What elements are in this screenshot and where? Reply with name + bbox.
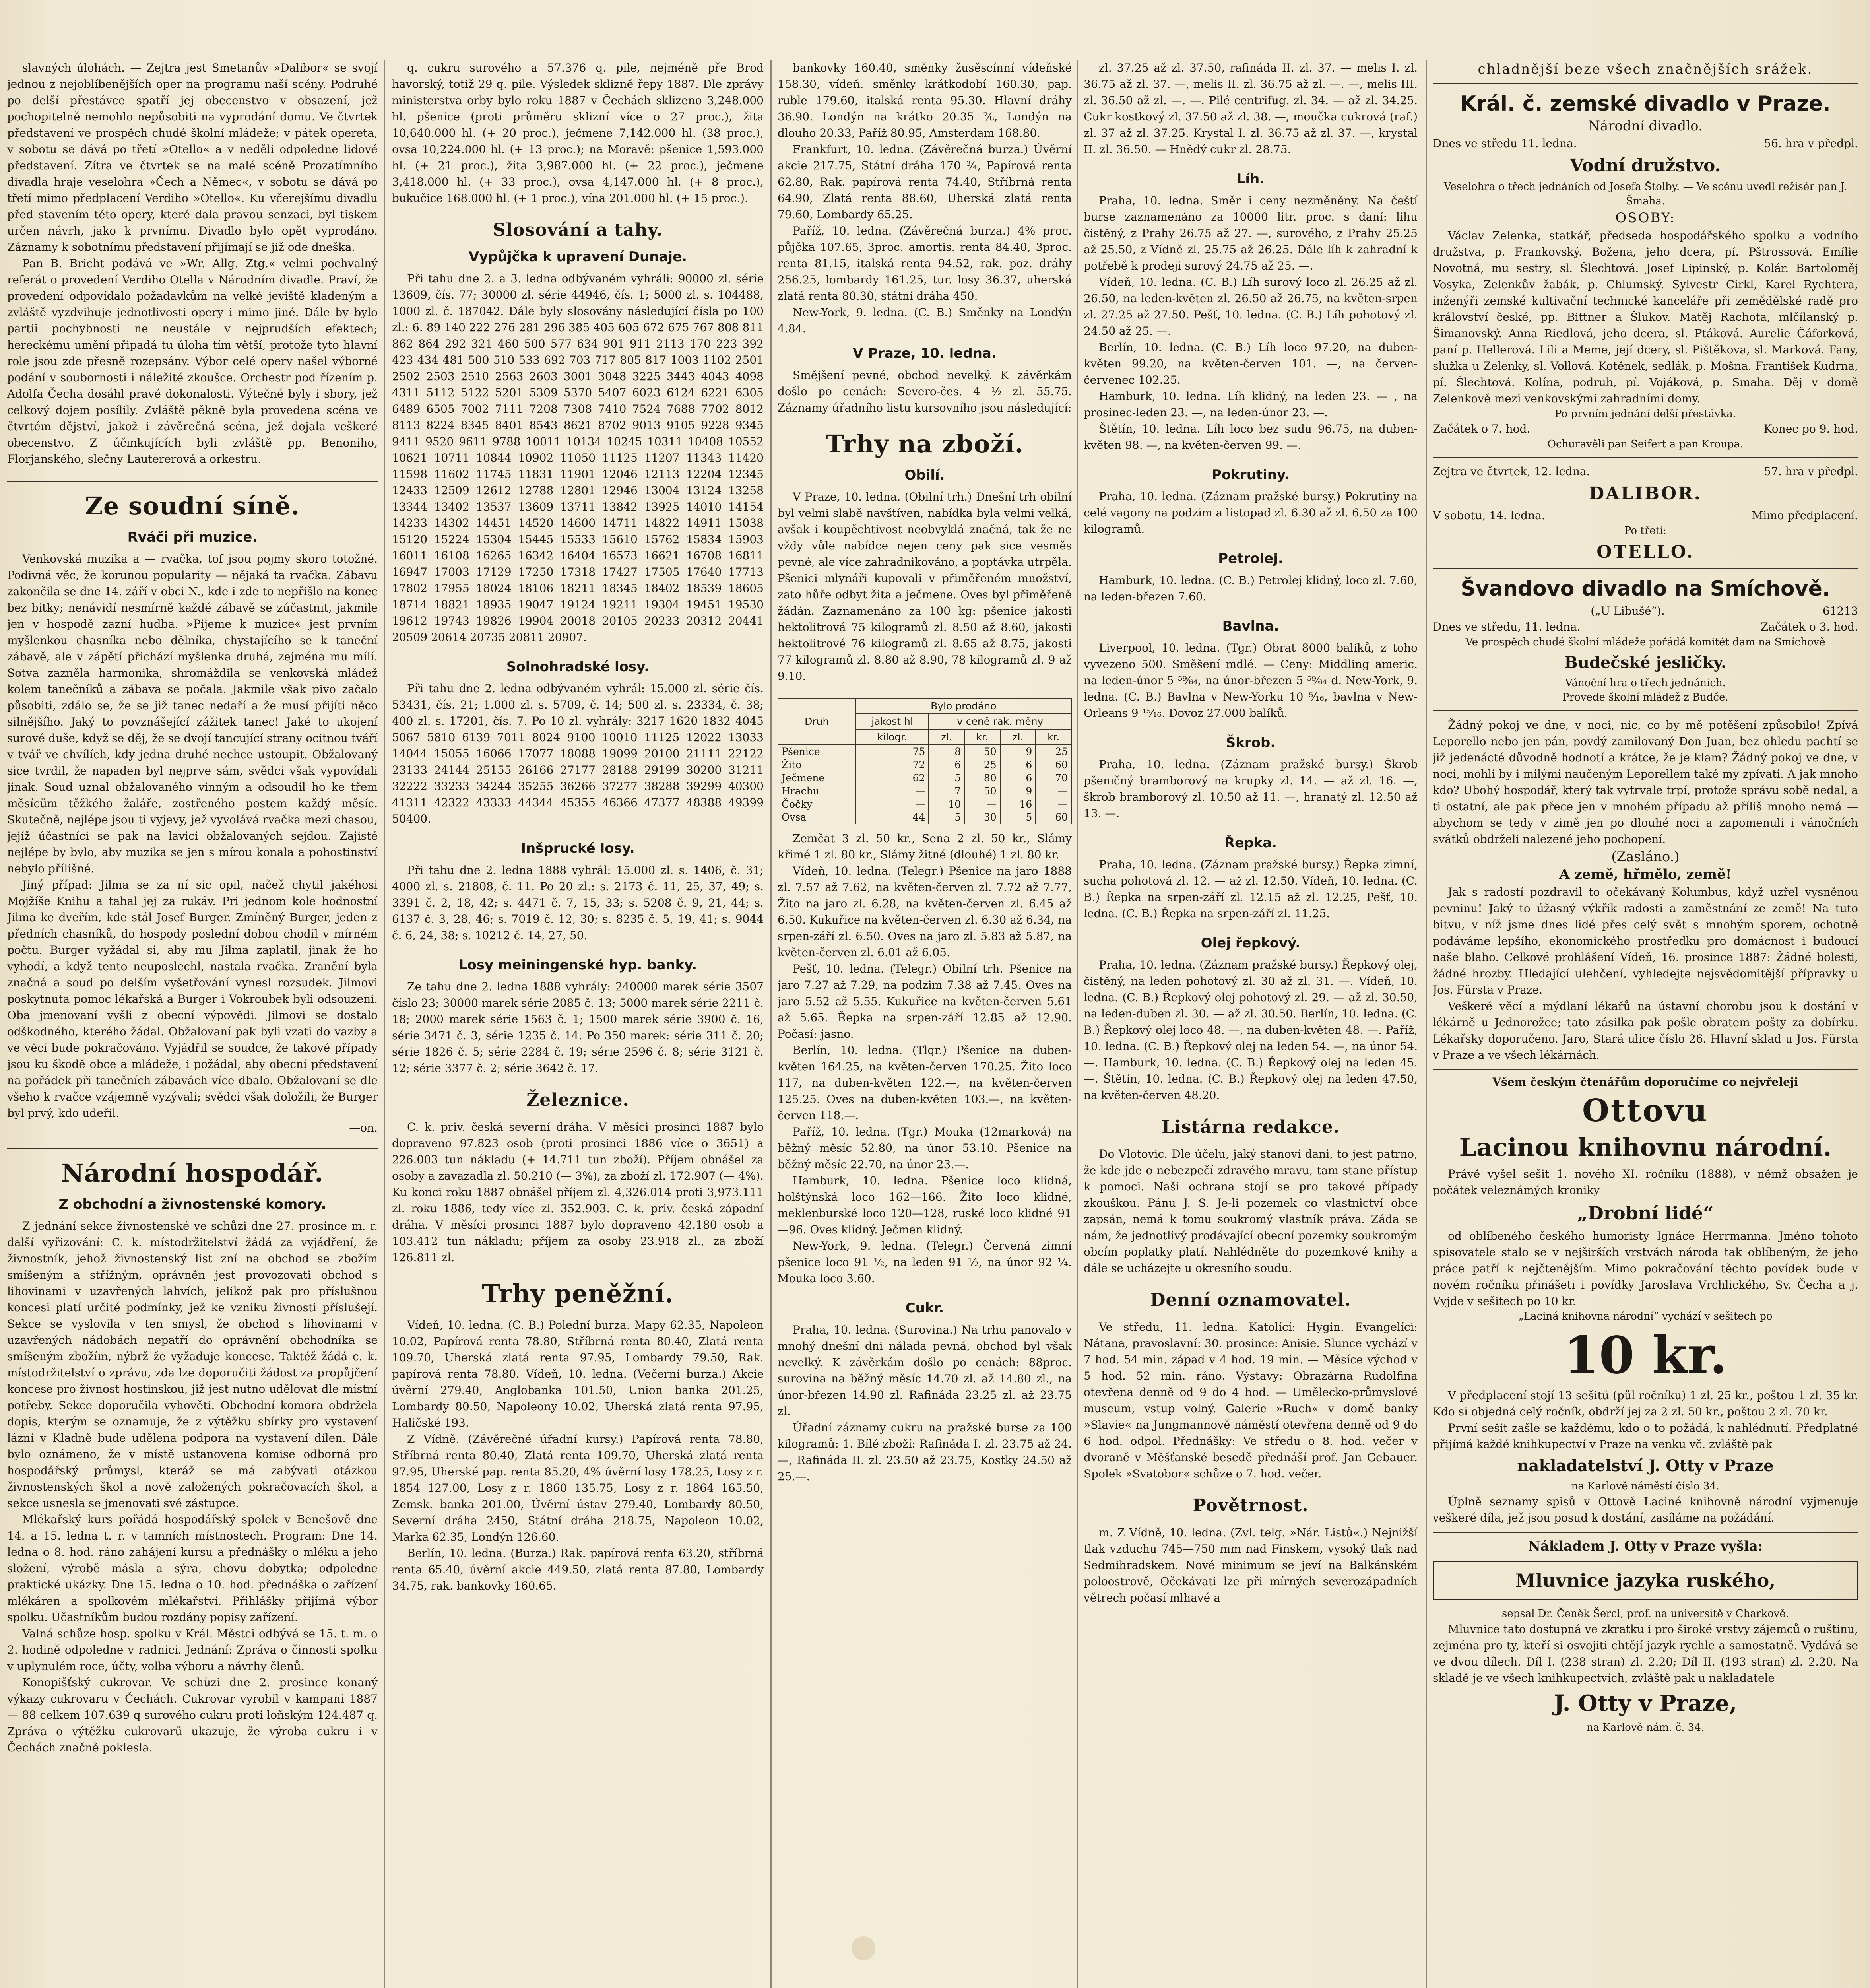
- rapeseed-heading: Řepka.: [1224, 835, 1277, 851]
- table-cell-od-kr: 80: [964, 771, 1000, 784]
- goods-heading: Trhy na zboží.: [825, 429, 1024, 458]
- table-header-kg: kilogr.: [856, 729, 929, 745]
- lottery-heading: Slosování a tahy.: [493, 220, 663, 240]
- national-theatre-subtitle: Národní divadlo.: [1588, 118, 1703, 134]
- sugar-factory-text: Konopišťský cukrovar. Ve schůzi dne 2. prosince konaný výkazy cukrovaru v Čechách. Cukrovar vyrobil v kampani 1887 — 88 celkem 107.639 q surového cukru proti loňským 124.487 q. Zpráva o výtěžku cukrovarů ukazuje, že výroba cukru i v Čechách značně poklesla.: [7, 1676, 378, 1754]
- table-header-kr: kr.: [964, 729, 1000, 745]
- book-ad-title-1: Ottovu: [1582, 1093, 1709, 1129]
- table-cell-kg: 44: [856, 811, 929, 824]
- table-cell-do-kr: —: [1036, 784, 1071, 798]
- table-header-zl: zl.: [929, 729, 964, 745]
- starch-text: Praha, 10. ledna. (Záznam pražské bursy.) Škrob pšeničný bramborový na krupky zl. 14. — až zl. 16. —, škrob bramborový zl. 10.50 až 11. —, hranatý zl. 12.50 až 13. —.: [1084, 758, 1418, 820]
- economy-text: Z jednání sekce živnostenské ve schůzi dne 27. prosince m. r. další vyřizování: C. k. místodržitelství žádá za vyjádření, že živnostník, jehož živnostenský list zní na obchod se zbožím smíšeným a střížným, oprávněn jest provozovati obchod s lihovinami v uzavřených lahvích, jelikož pak pro příslušnou koncesi platí určité podmínky, jež ke vzniku živnosti příslušejí. Sekce se vyslovila v ten smysl, že obchod s lihovinami v uzavřených nádobách nepatří do oprávnění obchodníka se smíšeným zbožím, nýbrž že vyžaduje koncese. Taktéž žádá c. k. místodržitelství o zprávu, zda lze doporučiti žádost za propůjčení koncese pro živnost hostinskou, již jest nutno udělovat dle místní potřeby. Sekce doporučila vyhověti. Obchodní komora obdržela dopis, kterým se oznamuje, že z výtěžku sbírky pro vystavení lázní v Kladně bude udělena podpora na vystavení dílen. Dále bylo oznámeno, že v místě ustanovena komise odborná pro hospodářský průmysl, kteráž se má zabývati otázkou živnostenských škol a nově založených pokračovacích škol, a sekce usnesla se jmenovati své zástupce.: [7, 1219, 378, 1510]
- grain-text-6: Paříž, 10. ledna. (Tgr.) Mouka (12marková) na běžný měsíc 52.80, na únor 53.10. Pšenice na běžný měsíc 22.70, na únor 23.—.: [778, 1125, 1072, 1171]
- table-cell-od-kr: 30: [964, 811, 1000, 824]
- grammar-ad-text: Mluvnice tato dostupná ve zkratku i pro široké vrstvy zájemců o ruštinu, zejména pro ty, kteří si osvojiti chtějí jazyk rychle a samostatně. Vydává se ve dvou dílech. Díl I. (238 stran) zl. 2.20; Díl II. (193 stran) zl. 2.20. Na skladě je ve všech knihkupectvích, zvláště pak u nakladatele: [1433, 1623, 1858, 1685]
- spirit-text-4: Hamburk, 10. ledna. Líh klidný, na leden 23. — , na prosinec-leden 23. —, na leden-únor 23. —.: [1084, 390, 1418, 419]
- advert-text-3: Veškeré věcí a mýdlaní lékařů na ústavní chorobu jsou k dostání v lékárně u Jednorožce; tato zásilka pak pošle obratem pošty za dobírku. Lékařsky doporučeno. Jaro, Stará ulice číslo 26. Hlavní sklad u Jos. Fürsta v Praze a ve všech lékárnách.: [1433, 1000, 1858, 1062]
- frankfurt-text: Frankfurt, 10. ledna. (Závěrečná burza.) Úvěrní akcie 217.75, Státní dráha 170 ¾, Papírová renta 62.80, Rak. papírová renta 74.40, Stříbrná renta 64.90, Zlatá renta 88.60, Uherská zlatá renta 79.60, Lombardy 65.25.: [778, 143, 1072, 221]
- cotton-heading: Bavlna.: [1222, 618, 1279, 634]
- paris-text: Paříž, 10. ledna. (Závěrečná burza.) 4% proc. půjčka 107.65, 3proc. amortis. renta 84.40, 3proc. renta 81.15, italská renta 94.52, rak. poz. dráhy 256.25, lombardy 161.25, tur. losy 36.37, uherská zlatá renta 80.30, státní dráha 450.: [778, 224, 1072, 303]
- table-cell-kg: 72: [856, 758, 929, 771]
- divider: [1433, 1532, 1858, 1533]
- sugar-heading: Cukr.: [905, 1300, 944, 1316]
- court-heading: Ze soudní síně.: [85, 491, 300, 520]
- advert-subtitle: A země, hřmělo, země!: [1559, 866, 1732, 882]
- table-header-druh: Druh: [778, 698, 856, 745]
- perf-note: Začátek o 3. hod.: [1760, 620, 1858, 633]
- article-signature: —on.: [349, 1121, 378, 1134]
- column-5: [1433, 60, 1858, 1988]
- letters-heading: Listárna redakce.: [1161, 1117, 1340, 1137]
- book-ad-head: Všem českým čtenářům doporučíme co nejvřeleji: [1492, 1076, 1798, 1089]
- cast-indisposed: Ochuravěli pan Seifert a pan Kroupa.: [1547, 438, 1744, 450]
- lottery-subheading: Vypůjčka k upravení Dunaje.: [468, 249, 687, 265]
- table-cell-od-zl: 6: [929, 758, 964, 771]
- lottery-text-3: Při tahu dne 2. ledna 1888 vyhrál: 15.000 zl. s. 1406, č. 31; 4000 zl. s. 21808, č. 11. Po 20 zl.: s. 2173 č. 11, 25, 37, 49; s. 3391 č. 2, 18, 42; s. 4471 č. 7, 15, 33; s. 5208 č. 9, 21, 44; s. 6137 č. 3, 28, 46; s. 7019 č. 12, 30; s. 8235 č. 5, 19, 41; s. 9044 č. 6, 24, 38; s. 10212 č. 14, 27, 50.: [392, 864, 764, 942]
- table-cell-od-zl: 8: [929, 745, 964, 758]
- table-header-zl: zl.: [1000, 729, 1036, 745]
- table-header-kr: kr.: [1036, 729, 1071, 745]
- grain-text: V Praze, 10. ledna. (Obilní trh.) Dnešní trh obilní byl velmi slabě navštíven, nabídka byla velmi velká, avšak i koupěchtivost neobvyklá značná, tak že ne vždy vůle nabídce nejen ceny pak sice vesměs pevné, ale více zahradnikováno, a poptávka utrpěla. Pšenici mlynáři kupovali v přiměřeném množství, zato hůře odbyt žita a ječmene. Oves byl přiměřeně žádán. Zaznamenáno za 100 kg: pšenice jakosti hektolitrová 75 kilogramů zl. 8.50 až 8.60, jakosti hektolitrové 76 kilogramů zl. 8.65 až 8.75, jakosti 77 kilogramů zl. 8.80 až 8.90, 78 kilogramů zl. 9 až 9.10.: [778, 490, 1072, 683]
- table-row: [778, 758, 1071, 771]
- money-text: Vídeň, 10. ledna. (C. B.) Polední burza. Mapy 62.35, Napoleon 10.02, Papírová renta 78.80, Stříbrná renta 80.40, Zlatá renta 109.70, Uherská zlatá renta 97.95, Lombardy 79.50, Rak. papírová renta 78.80. Vídeň, 10. ledna. (Večerní burza.) Akcie úvěrní 279.40, Anglobanka 101.50, Union banka 201.25, Lombardy 80.50, Napoleony 10.02, Uherská zlatá renta 97.95, Haličské 193.: [392, 1318, 764, 1429]
- divider: [1433, 457, 1858, 458]
- table-cell-name: Hrachu: [778, 784, 856, 798]
- table-cell-do-kr: 70: [1036, 771, 1071, 784]
- column-rule: [770, 60, 772, 1988]
- economy-heading: Národní hospodář.: [61, 1159, 324, 1188]
- table-cell-do-zl: 6: [1000, 771, 1036, 784]
- perf-title: Vodní družstvo.: [1570, 155, 1721, 176]
- table-cell-od-zl: 5: [929, 811, 964, 824]
- table-header-sold: Bylo prodáno: [856, 698, 1071, 714]
- perf-title: OTELLO.: [1596, 542, 1694, 562]
- table-cell-kg: 75: [856, 745, 929, 758]
- daily-text: Ve středu, 11. ledna. Katolící: Hygin. Evangelíci: Nátana, pravoslavní: 30. prosince: Anisie. Slunce vychází v 7 hod. 54 min. západ v 4 hod. 19 min. — Měsíce východ v 5 hod. 52 min. ráno. Výstavy: Obrazárna Rudolfina otevřena denně od 9 do 4 hod. — Umělecko-průmyslové museum, vstup volný. Galerie »Ruch« v domě banky »Slavie« na Jungmannově náměstí otevřena denně od 9 do 6 hod. odpol. Přednášky: Ve středu o 8. hod. večer v dvoraně v Měšťanské besedě přednáší prof. Jan Gebauer. Spolek »Svatobor« schůze o 7. hod. večer.: [1084, 1320, 1418, 1480]
- railway-heading: Železnice.: [526, 1090, 629, 1110]
- column-rule: [1426, 60, 1427, 1988]
- book-ad-text: Právě vyšel sešit 1. nového XI. ročníku (1888), v němž obsažen je počátek veleznámých kroniky: [1433, 1167, 1858, 1197]
- grain-subheading: Obilí.: [904, 467, 945, 483]
- theatre-news-text: slavných úlohách. — Zejtra jest Smetanův »Dalibor« se svojí jednou z nejoblíbenějších oper na programu naší scény. Podruhé po delší přestávce spatří jej obecenstvo v obsazení, jež pochopitelně nemohlo nepůsobiti na vyprodání domu. Ve čtvrtek představení ve prospěch chudé školní mládeže; v pátek opereta, v sobotu se dává po třetí »Otello« a v neděli odpoledne lidové představení. Zítra ve čtvrtek se na malé scéně Prozatímního divadla hraje veselohra »Čech a Němec«, v sobotu se dává po třetí mimo předplacení Verdiho »Otello«. Ku včerejšímu divadlu před stavením této opery, které dala pravou senzaci, byl tiskem určen návrh, jako k prvnímu. Divadlo bylo opět vyprodáno. Záznamy k sobotnímu představení přijímají se již ode dneška.: [7, 61, 378, 254]
- book-ad-price-pre: „Laciná knihovna národní“ vychází v sešitech po: [1518, 1310, 1773, 1322]
- newyork-text: New-York, 9. ledna. (C. B.) Směnky na Londýn 4.84.: [778, 306, 1072, 335]
- prague-bourse-text: Smějšení pevné, obchod nevelký. K závěrkám došlo po cenách: Severo-čes. 4 ½ zl. 55.75. Záznamy úřadního listu kursovního jsou následující:: [778, 369, 1072, 414]
- grain-text-8: New-York, 9. ledna. (Telegr.) Červená zimní pšenice loco 91 ½, na leden 91 ½, na únor 92 ¼. Mouka loco 3.60.: [778, 1239, 1072, 1285]
- table-cell-kg: —: [856, 798, 929, 811]
- national-theatre-title: Král. č. zemské divadlo v Praze.: [1460, 92, 1831, 116]
- perf-title: DALIBOR.: [1589, 483, 1702, 504]
- end-time: Konec po 9. hod.: [1763, 422, 1858, 435]
- lottery-subheading-4: Losy meiningenské hyp. banky.: [458, 957, 697, 973]
- book-ad-address: na Karlově náměstí číslo 34.: [1571, 1480, 1720, 1492]
- book-ad-text-4: První sešit zašle se každému, kdo o to požádá, k nahlédnutí. Předplatné přijímá každé knihkupectví v Praze na venku vč. zvláště pak: [1433, 1421, 1858, 1451]
- money-text-2: Z Vídně. (Závěrečné úřadní kursy.) Papírová renta 78.80, Stříbrná renta 80.40, Zlatá renta 109.70, Uherská zlatá renta 97.95, Uherské pap. renta 85.20, 4% úvěrní losy 178.25, Losy z r. 1854 127.00, Losy z r. 1860 135.75, Losy z r. 1864 165.50, Zemsk. banka 201.00, Úvěrní ústav 279.40, Lombardy 80.50, Severní dráha 2450, Státní dráha 218.75, Napoleon 10.02, Marka 62.35, Londýn 126.60.: [392, 1433, 764, 1543]
- divider: [1433, 1069, 1858, 1070]
- sugar-prices-text: zl. 37.25 až zl. 37.50, rafináda II. zl. 37. — melis I. zl. 36.75 až zl. 37. —, melis II. zl. 36.75 až zl. —. —, melis III. zl. 36.50 až zl. —. —. Pilé centrifug. zl. 34. — až zl. 34.25. Cukr kostkový zl. 37.50 až zl. 38. —, moučka cukrová (raf.) zl. 37 až zl. 37.25. Krystal I. zl. 36.75 až zl. 37. —, krystal II. zl. 36.50. — Hnědý cukr zl. 28.75.: [1084, 61, 1418, 156]
- table-row: [778, 798, 1071, 811]
- table-cell-name: Žito: [778, 758, 856, 771]
- oilcake-text: Praha, 10. ledna. (Záznam pražské bursy.) Pokrutiny na celé vagony na podzim a listopad zl. 6.30 až zl. 6.50 za 100 kilogramů.: [1084, 490, 1418, 536]
- ad-number: 61213: [1822, 604, 1858, 617]
- grain-text-7: Hamburk, 10. ledna. Pšenice loco klidná, holštýnská loco 162—166. Žito loco klidné, meklenburské loco 120—128, ruské loco klidné 91—96. Oves klidný. Ječmen klidný.: [778, 1174, 1072, 1236]
- economy-subheading: Z obchodní a živnostenské komory.: [58, 1196, 326, 1212]
- petroleum-heading: Petrolej.: [1218, 551, 1283, 567]
- divider: [7, 481, 378, 482]
- svanda-theatre-title: Švandovo divadlo na Smíchově.: [1461, 577, 1830, 601]
- divider: [1433, 568, 1858, 569]
- perf-note: 56. hra v předpl.: [1764, 137, 1858, 150]
- table-row: [778, 745, 1071, 758]
- table-cell-do-zl: 9: [1000, 784, 1036, 798]
- table-cell-name: Pšenice: [778, 745, 856, 758]
- lottery-text-2: Při tahu dne 2. ledna odbývaném vyhrál: 15.000 zl. série čís. 53431, čís. 21; 1.000 zl. s. 5709, č. 14; 500 zl. s. 23334, č. 38; 400 zl. s. 17201, čís. 7. Po 10 zl. vyhrály: 3217 1620 1832 4045 5067 5810 6139 7011 8024 9100 10010 11125 12022 13033 14044 15055 16066 17077 18088 19099 20100 21111 22122 23133 24144 25155 26166 27177 28188 29199 30200 31211 32222 33233 34244 35255 36266 37277 38288 39299 40300 41311 42322 43333 44344 45355 46366 47377 48388 49399 50400.: [392, 682, 764, 825]
- book-ad-note: Úplně seznamy spisů v Ottově Laciné knihovně národní vyjmenuje veškeré díla, jež jsou posud k dostání, zasíláme na požádání.: [1433, 1495, 1858, 1524]
- table-cell-od-kr: 25: [964, 758, 1000, 771]
- table-cell-do-kr: 60: [1036, 811, 1071, 824]
- spirit-text-2: Vídeň, 10. ledna. (C. B.) Líh surový loco zl. 26.25 až zl. 26.50, na leden-květen zl. 26.50 až 26.75, na květen-srpen zl. 27.25 až 27.50. Pešť, 10. ledna. (C. B.) Líh pohotový zl. 24.50 až 25. —.: [1084, 276, 1418, 338]
- table-cell-od-zl: 10: [929, 798, 964, 811]
- perf-pre: Po třetí:: [1624, 525, 1667, 537]
- table-cell-do-kr: 60: [1036, 758, 1071, 771]
- bourse-text: bankovky 160.40, směnky žusěscínní vídeňské 158.30, vídeň. směnky krátkodobí 160.30, pap. ruble 179.60, italská renta 95.30. Hlavní dráhy 36.90. Londýn na krátko 20.35 ⅞, Londýn na dlouho 20.33, Paříž 80.95, Amsterdam 168.80.: [778, 61, 1072, 140]
- table-cell-od-zl: 5: [929, 771, 964, 784]
- sugar-text: Praha, 10. ledna. (Surovina.) Na trhu panovalo v mnohý dnešní dni nálada pevná, obchod byl však nevelký. K závěrkám došlo po cenách: 88proc. surovina na běžný měsíc 14.70 zl. až 14.80 zl., na únor-březen 14.90 zl. Rafináda 23.25 zl. až 23.75 zl.: [778, 1323, 1072, 1418]
- cast-note: Po prvním jednání delší přestávka.: [1555, 408, 1736, 420]
- column-rule: [1077, 60, 1078, 1988]
- grain-text-5: Berlín, 10. ledna. (Tlgr.) Pšenice na duben-květen 164.25, na květen-červen 170.25. Žito loco 117, na duben-květen 122.—, na květen-červen 125.25. Oves na duben-květen 103.—, na květen-červen 118.—.: [778, 1044, 1072, 1122]
- table-row: [778, 811, 1071, 824]
- table-cell-name: Čočky: [778, 798, 856, 811]
- weather-text: m. Z Vídně, 10. ledna. (Zvl. telg. »Nár. Listů«.) Nejnižší tlak vzduchu 745—750 mm nad Finskem, vysoký tlak nad Sedmihradskem. Nové minimum se jeví na Balkánském poloostrově, Očekávati lze při mírných severozápadních větrech počasí mlhavé a: [1084, 1526, 1418, 1604]
- book-ad-title-2: Lacinou knihovnu národní.: [1459, 1133, 1832, 1162]
- perf-desc: Veselohra o třech jednáních od Josefa Štolby. — Ve scénu uvedl režisér pan J. Šmaha.: [1444, 181, 1847, 207]
- perf-date: V sobotu, 14. ledna.: [1433, 509, 1545, 522]
- weather-heading: Povětrnost.: [1193, 1495, 1309, 1516]
- table-cell-do-kr: 25: [1036, 745, 1071, 758]
- table-cell-name: Ječmene: [778, 771, 856, 784]
- start-time: Začátek o 7. hod.: [1433, 422, 1531, 435]
- column-4: [1084, 60, 1418, 1988]
- court-text: Venkovská muzika a — rvačka, tof jsou pojmy skoro totožné. Podivná věc, že korunou popularity — nějaká ta rvačka. Zábavu zakončila se dne 14. září v obci N., kde i zde to nepřišlo na konec bez bitky; nenávidí nesmírně každé zábavě se zúčastnit, jakmile jen v hospodě zazní hudba. »Pijeme k muzice« jest prvním myšlenkou chasníka nebo dělníka, chystajícího se k taneční zábavě, ale v zápětí přichází myšlenka druhá, zejména mu mílí. Sotva zazněla harmonika, shromáždila se venkovská mládež kolem tanečníků a zábava se počala. Jakmile však pivo začalo působiti, zdálo se, že se již tanec nedaří a že musí přijíti něco silnějšího. Jaký to povznášející zážitek tanec! Jaké to ukojení surové duše, když se děj, že se dvojí tancující strany ocitnou tváří v tvář ve chvílích, kdy jedna druhé nechce ustoupit. Obžalovaný sice tvrdil, že napaden byl nejprve sám, svědci však vypovídali jinak. Soud uznal obžalovaného vinným a odsoudil ho ke třem měsícům těžkého žaláře, zostřeného postem každý měsíc. Skutečně, nejlépe jsou ti vyjevy, jež vyvolává rvačka mezi chasou, jejíž účastníci se pak na lavici obžalovaných sejdou. Zajisté nejlépe by bylo, aby muzika se jen s mírou konala a pohostinství nebylo přílišné.: [7, 552, 378, 875]
- column-3: [778, 60, 1072, 1988]
- book-ad-book: „Drobní lidé“: [1577, 1202, 1714, 1224]
- grammar-ad-box: [1433, 1561, 1858, 1600]
- spirit-text: Praha, 10. ledna. Směr i ceny nezměněny. Na čeští burse zaznamenáno za 10000 litr. proc. s daní: lihu čistěný, z Prahy 26.75 až 27. —, surového, z Prahy 25.25 až 25.50, z Vídně zl. 25.75 až 26.25. Dále líh k zahradní k potřebě k prodeji surový 24.75 až 25. —.: [1084, 194, 1418, 272]
- advert-text-2: Jak s radostí pozdravil to očekávaný Kolumbus, když uzřel vysněnou pevninu! Jaký to úžasný výkřik radosti a zaměstnání ze země! Na tuto bitvu, v níž jsme dnes lidé přes celý svět s mnohým sporem, ochotně podáváme lepšího, ekonomického prostředku pro domácnost i budoucí naše blaho. Celkové prohlášení Vídeň, 16. prosince 1887: Žádné bolesti, žádné hrozby. Hledající ulehčení, vyhledejte nejsvědomitější přípravky u Jos. Fürsta v Praze.: [1433, 885, 1858, 996]
- rapeseed-text: Praha, 10. ledna. (Záznam pražské bursy.) Řepka zimní, sucha pohotová zl. 12. — až zl. 12.50. Vídeň, 10. ledna. (C. B.) Řepka na srpen-září zl. 12.15 až zl. 12.25, Pešť, 10. ledna. (C. B.) Řepka na srpen-září zl. 11.25.: [1084, 858, 1418, 920]
- grain-text-2: Zemčat 3 zl. 50 kr., Sena 2 zl. 50 kr., Slámy křimé 1 zl. 80 kr., Slámy žitné (dlouhé) 1 zl. 80 kr.: [778, 832, 1072, 861]
- court-text-2: Jiný případ: Jilma se za ní sic opil, načež chytil jakéhosi Mojžíše Knihu a tahal jej za rukáv. Pri jednom kole hodnostní Jilma ke dveřím, kde stál Josef Burger. Zmíněný Burger, jeden z předních chasníků, do hospody poslední dobou chodil v mírném počtu. Burger vyžádal si, aby mu Jilma zaplatil, jinak že ho vyhodí, a když tento neuposlechl, nastala rvačka. Zranění byla značná a soud po delším vyšetřování vynesl rozsudek. Jilmovi poskytnuta pomoc lékařská a Burger i Vokroubek byli odsouzeni. Oba jmenovaní vyšli z obecní výpovědi. Jilmovi se dostalo odškodného, kterého žádal. Obžalovaní pak byli vzati do vazby a ve věci bude pokračováno. Vyjádřil se soudce, že takové případy jsou ku škodě obce a mládeže, i požádal, aby obecní představení na pořádek při tanečních zábavách více dbalo. Obžalovaní se dle všeho k rvačce vzájemně vyzývali; svědci však doložili, že Burger byl prvý, kdo udeřil.: [7, 878, 378, 1120]
- table-row: [778, 784, 1071, 798]
- perf-date: Dnes ve středu 11. ledna.: [1433, 137, 1577, 150]
- cotton-text: Liverpool, 10. ledna. (Tgr.) Obrat 8000 balíků, z toho vyvezeno 500. Směšení mdlé. — Ceny: Middling americ. na leden-únor 5 ⁵⁹⁄₆₄, na únor-březen 5 ⁵⁹⁄₆₄ d. New-York, 9. ledna. (C. B.) Bavlna v New-Yorku 10 ⁵⁄₁₆, bavlna v New-Orleans 9 ¹⁵⁄₁₆. Dovoz 27.000 balíků.: [1084, 641, 1418, 720]
- grain-price-table: [778, 698, 1072, 824]
- divider: [1433, 83, 1858, 84]
- column-rule: [384, 60, 385, 1988]
- table-cell-do-zl: 16: [1000, 798, 1036, 811]
- cast-text: Václav Zelenka, statkář, předseda hospodářského spolku a vodního družstva, p. Frankovský. Božena, jeho dcera, pí. Pštrossová. Emílie Novotná, mu sestry, sl. Šlechtová. Josef Lipinský, p. Kolár. Bartoloměj Vosyka, Zelenkův žabák, p. Chlumský. Sylvestr Cirkl, Karel Rychtera, inženýři zemské kultivační technické kanceláře při zemědělské radě pro království české, pp. Bittner a Šlukov. Matěj Rachota, mlčílanský p. Šimanovský. Anna Riedlová, jeho dcera, sl. Ptáková. Aurelie Čáforková, paní p. Hellerová. Lili a Meme, její dcery, sl. Pištěkova, sl. Marková. Fany, služka u Zelenky, sl. Vollová. Kotěnek, sedlák, p. Mošna. František Kudrna, pí. Šlechtová. Kolína, podruh, pí. Vojáková, p. Smaha. Děj v domě Zelenkově mezi venkovskými zahradními domy.: [1433, 229, 1858, 405]
- court-subheading: Rváči při muzice.: [127, 529, 258, 545]
- dairy-course-text: Mlékařský kurs pořádá hospodářský spolek v Benešově dne 14. a 15. ledna t. r. v tamních místnostech. Program: Dne 14. ledna o 8. hod. ráno zahájení kursu a přednášky o mléku a jeho složení, výrobě másla a sýra, chovu dobytka; odpoledne praktické ukázky. Dne 15. ledna o 10. hod. přednáška o zařízení mlékáren a spolkovém mlékařství. Přihlášky přijímá výbor spolku. Účastníkům budou rozdány popisy zařízení.: [7, 1513, 378, 1624]
- column-1: [7, 60, 378, 1988]
- table-cell-do-zl: 6: [1000, 758, 1036, 771]
- grammar-ad-pre: Nákladem J. Otty v Praze vyšla:: [1528, 1538, 1763, 1554]
- table-cell-kg: 62: [856, 771, 929, 784]
- meeting-text: Valná schůze hosp. spolku v Král. Městci odbývá se 15. t. m. o 2. hodině odpoledne v radnici. Jednání: Zpráva o činnosti spolku v uplynulém roce, účty, volba výboru a návrhy členů.: [7, 1627, 378, 1673]
- daily-heading: Denní oznamovatel.: [1150, 1290, 1351, 1310]
- table-cell-od-kr: 50: [964, 784, 1000, 798]
- starch-heading: Škrob.: [1226, 735, 1276, 751]
- table-header-price: v ceně rak. měny: [929, 714, 1071, 729]
- petroleum-text: Hamburk, 10. ledna. (C. B.) Petrolej klidný, loco zl. 7.60, na leden-březen 7.60.: [1084, 574, 1418, 603]
- advert-text: Žádný pokoj ve dne, v noci, nic, co by mě potěšení způsobilo! Zpívá Leporello nebo jen pán, povdý zamilovaný Don Juan, bez ohledu pachtí se již jedenácté důvodně hodnotí a krátce, že je klam? Žádný pokoj ve dne, v noci, mohli by i milými naučeným Leporellem také my zpívati. A jak mnoho kdo? Ubohý hospodář, který tak vytrvale trpí, protože správu sobě nedal, a ti ostatní, ale pak přece jen v mnohém případu až příliš mnoho nemá — abychom se tedy v zimě jen po dlouhé noci a zapomenuli i vánočních svátků obdrželi nalezené jeho pochopení.: [1433, 718, 1858, 846]
- table-cell-do-zl: 5: [1000, 811, 1036, 824]
- prague-bourse-title: V Praze, 10. ledna.: [853, 346, 997, 361]
- grammar-ad-publisher: J. Otty v Praze,: [1554, 1690, 1737, 1716]
- grammar-ad-address: na Karlově nám. č. 34.: [1586, 1722, 1705, 1734]
- theatre-review-text: Pan B. Bricht podává ve »Wr. Allg. Ztg.« velmi pochvalný referát o provedení Verdiho Otella v Národním divadle. Praví, že provedení odpovídalo požadavkům na velké jeviště kladeným a zvláště vyzdvihuje jednotlivosti opery i mimo jiné. Dále by bylo partii pochybnosti ne neustále v nejprudších efektech; hereckému umění připadá tu úloha tím větší, protože tyto hlavní role jsou zde přesně rozepsány. Výbor celé opery našel výborné podání v soubornosti i náležité zkoušce. Orchestr pod řízením p. Adolfa Čecha dosáhl pravé dokonalosti. Výtečné byly i sbory, jež celkový dojem posílily. Zvláště pěkně byla provedena scéna ve čtvrtém dějství, jakož i závěrečná scéna, jež dojala veškeré obecenstvo. Z účinkujících byli zvláště pp. Benoniho, Florjanského, slečny Lautererová a orkestru.: [7, 257, 378, 466]
- oil-heading: Olej řepkový.: [1201, 935, 1301, 951]
- table-cell-do-kr: —: [1036, 798, 1071, 811]
- grain-text-4: Pešť, 10. ledna. (Telegr.) Obilní trh. Pšenice na jaro 7.27 až 7.29, na podzim 7.38 až 7.45. Oves na jaro 5.52 až 5.55. Kukuřice na květen-červen 5.61 až 5.65. Řepka na srpen-září 12.85 až 12.90. Počasí: jasno.: [778, 962, 1072, 1041]
- grammar-ad-author: sepsal Dr. Čeněk Šercl, prof. na universitě v Charkově.: [1501, 1608, 1789, 1620]
- harvest-text: q. cukru surového a 57.376 q. pile, nejméně pře Brod havorský, totiž 29 q. pile. Výsledek sklizně řepy 1887. Dle zprávy ministerstva orby bylo roku 1887 v Čechách sklizeno 3,248.000 hl. pšenice (proti průměru sklizní více o 27 proc.), žita 10,640.000 hl. (+ 20 proc.), ječmene 7,142.000 hl. (38 proc.), ovsa 10,224.000 hl. (+ 13 proc.); na Moravě: pšenice 1,593.000 hl. (+ 21 proc.), žita 3,987.000 hl. (+ 22 proc.), ječmene 3,418.000 hl. (+ 33 proc.), ovsa 4,147.000 hl. (+ 8 proc.), bukučice 168.000 hl. (+ 1 proc.), vína 201.000 hl. (+ 15 proc.).: [392, 61, 764, 205]
- money-heading: Trhy peněžní.: [482, 1279, 674, 1308]
- cast-title: OSOBY:: [1615, 210, 1676, 226]
- perf-title: Budečské jesličky.: [1564, 653, 1726, 672]
- advert-title: (Zasláno.): [1611, 849, 1680, 865]
- lottery-text: Při tahu dne 2. a 3. ledna odbývaném vyhráli: 90000 zl. série 13609, čís. 77; 30000 zl. série 44946, čís. 1; 5000 zl. s. 104488, 1000 zl. č. 187042. Dále byly slosovány následující čísla po 100 zl.: 6. 89 140 222 276 281 296 385 405 605 672 675 767 808 811 862 864 292 321 460 500 577 634 901 911 2113 170 223 392 423 434 481 500 510 533 692 703 717 805 817 1003 1102 2501 2502 2503 2510 2563 2603 3001 3048 3225 3443 4043 4098 4311 5112 5122 5201 5309 5370 5407 6023 6124 6221 6305 6489 6505 7002 7111 7208 7308 7410 7524 7688 7702 8012 8113 8224 8345 8401 8543 8621 8702 9013 9105 9228 9345 9411 9520 9611 9788 10011 10134 10245 10311 10408 10552 10621 10711 10844 10902 11050 11125 11207 11343 11420 11598 11602 11745 11831 11901 12046 12113 12204 12345 12433 12509 12612 12788 12801 12946 13004 13124 13258 13344 13402 13537 13609 13711 13842 13925 14010 14154 14233 14302 14451 14520 14600 14711 14822 14911 15038 15120 15224 15304 15445 15533 15610 15762 15834 15903 16011 16108 16265 16342 16404 16573 16621 16708 16811 16947 17003 17129 17250 17318 17427 17505 17640 17713 17802 17955 18024 18106 18211 18345 18402 18539 18605 18714 18821 18935 19047 19124 19211 19304 19451 19530 19612 19743 19826 19904 20018 20105 20233 20312 20441 20509 20614 20735 20811 20907.: [392, 272, 764, 644]
- divider: [7, 1148, 378, 1149]
- table-cell-do-zl: 9: [1000, 745, 1036, 758]
- weather-continued: chladnější beze všech značnějších srážek.: [1478, 61, 1813, 77]
- grain-text-3: Vídeň, 10. ledna. (Telegr.) Pšenice na jaro 1888 zl. 7.57 až 7.62, na květen-červen zl. 7.72 až 7.77, Žito na jaro zl. 6.28, na květen-červen zl. 6.45 až 6.50. Kukuřice na květen-červen zl. 6.30 až 6.34, na srpen-září zl. 6.50. Oves na jaro zl. 5.83 až 5.87, na květen-červen zl. 6.01 až 6.05.: [778, 864, 1072, 959]
- book-ad-publisher: nakladatelství J. Otty v Praze: [1517, 1456, 1774, 1475]
- table-cell-od-zl: 7: [929, 784, 964, 798]
- perf-date: Dnes ve středu, 11. ledna.: [1433, 620, 1581, 633]
- column-2: [392, 60, 764, 1988]
- oilcake-heading: Pokrutiny.: [1212, 467, 1290, 483]
- book-ad-text-3: V předplacení stojí 13 sešitů (půl ročníku) 1 zl. 25 kr., poštou 1 zl. 35 kr. Kdo si objedná celý ročník, obdrží jej za 2 zl. 50 kr., poštou 2 zl. 70 kr.: [1433, 1389, 1858, 1418]
- perf-date: Zejtra ve čtvrtek, 12. ledna.: [1433, 465, 1590, 478]
- spirit-text-5: Štětín, 10. ledna. Líh loco bez sudu 96.75, na duben-květen 98. —, na květen-červen 99. —.: [1084, 422, 1418, 452]
- table-cell-name: Ovsa: [778, 811, 856, 824]
- spirit-text-3: Berlín, 10. ledna. (C. B.) Líh loco 97.20, na duben-květen 99.20, na květen-červen 101. —, na červen-červenec 102.25.: [1084, 341, 1418, 386]
- railway-text: C. k. priv. česká severní dráha. V měsíci prosinci 1887 bylo dopraveno 97.823 osob (proti prosinci 1886 více o 3651) a 226.003 tun nákladu (+ 14.711 tun zboží). Příjem obnášel za osoby a zavazadla zl. 50.210 (— 3%), za zboží zl. 172.907 (— 4%). Ku konci roku 1887 obnášel příjem zl. 4,326.014 proti 3,973.111 zl. roku 1886, tedy více zl. 352.903. C. k. priv. česká západní dráha. V měsíci prosinci 1887 bylo dopraveno 42.180 osob a 103.412 tun nákladu; příjem za osoby 23.918 zl., za zboží 126.811 zl.: [392, 1120, 764, 1264]
- table-row: [778, 771, 1071, 784]
- table-cell-kg: —: [856, 784, 929, 798]
- table-cell-od-kr: —: [964, 798, 1000, 811]
- book-ad-text-2: od oblíbeného českého humoristy Ignáce Herrmanna. Jméno tohoto spisovatele stalo se v nejširších vrstvách národa tak oblíbeným, že jeho práce patří k nejčtenějším. Mimo pokračování těchto povídek bude v novém ročníku přinášeti i povídky Jaroslava Vrchlického, Sv. Čecha a j. Vyjde v sešitech po 10 kr.: [1433, 1229, 1858, 1308]
- lottery-subheading-2: Solnohradské losy.: [506, 659, 650, 675]
- book-ad-price: 10 kr.: [1564, 1326, 1727, 1385]
- grammar-ad-title: Mluvnice jazyka ruského,: [1515, 1570, 1776, 1591]
- divider: [1433, 710, 1858, 711]
- table-header-jakost: jakost hl: [856, 714, 929, 729]
- perf-note: 57. hra v předpl.: [1764, 465, 1858, 478]
- lottery-text-4: Ze tahu dne 2. ledna 1888 vyhrály: 240000 marek série 3507 číslo 23; 30000 marek série 2085 č. 13; 5000 marek série 2211 č. 18; 2000 marek série 1563 č. 1; 1500 marek série 3900 č. 16, série 3471 č. 3, série 1235 č. 14. Po 350 marek: série 311 č. 20; série 1826 č. 5; série 2284 č. 19; série 2596 č. 8; série 3121 č. 12; série 3377 č. 2; série 3642 č. 17.: [392, 980, 764, 1075]
- lottery-subheading-3: Inšprucké losy.: [521, 841, 635, 856]
- perf-desc-3: Provede školní mládež z Budče.: [1562, 691, 1728, 703]
- money-text-3: Berlín, 10. ledna. (Burza.) Rak. papírová renta 63.20, stříbrná renta 65.40, úvěrní akcie 449.50, zlatá renta 87.80, Lombardy 34.75, rak. bankovky 160.65.: [392, 1547, 764, 1592]
- sugar-text-2: Úřadní záznamy cukru na pražské burse za 100 kilogramů: 1. Bílé zboží: Rafináda I. zl. 23.75 až 24.—, Rafináda II. zl. 23.50 až 23.75, Kostky 24.50 až 25.—.: [778, 1421, 1072, 1483]
- perf-desc: Ve prospěch chudé školní mládeže pořádá komitét dam na Smíchově: [1465, 636, 1825, 648]
- table-cell-od-kr: 50: [964, 745, 1000, 758]
- spirit-heading: Líh.: [1236, 171, 1265, 187]
- svanda-theatre-subtitle: („U Libušé“).: [1591, 604, 1665, 617]
- letters-text: Do Vlotovic. Dle účelu, jaký stanoví dani, to jest patrno, že kde jde o nebezpečí zdravého mravu, tam stane přístup k pomoci. Naši ochrana stojí se pro takové případy zkouškou. Pánu J. S. Je-li pozemek co vlastnictví obce zapsán, nemá k tomu soukromý vlastník práva. Záda se nám, že jednotlivý prodávající obecní pozemky soukromým obcím poplatky platí. Nahlédněte do pozemkové knihy a dále se ucházejte u okresního soudu.: [1084, 1147, 1418, 1275]
- perf-note: Mimo předplacení.: [1752, 509, 1858, 522]
- oil-text: Praha, 10. ledna. (Záznam pražské bursy.) Řepkový olej, čistěný, na leden pohotový zl. 30 až zl. 31. —. Vídeň, 10. ledna. (C. B.) Řepkový olej pohotový zl. 29. — až zl. 30.50, na leden-duben zl. 30. — až zl. 30.50. Berlín, 10. ledna. (C. B.) Řepkový olej loco 48. —, na duben-květen 48. —. Paříž, 10. ledna. (C. B.) Řepkový olej na leden 54. —, na únor 54. —. Hamburk, 10. ledna. (C. B.) Řepkový olej na leden 45. —. Štětín, 10. ledna. (C. B.) Řepkový olej na leden 47.50, na květen-červen 48.20.: [1084, 958, 1418, 1102]
- perf-desc-2: Vánoční hra o třech jednáních.: [1565, 677, 1726, 689]
